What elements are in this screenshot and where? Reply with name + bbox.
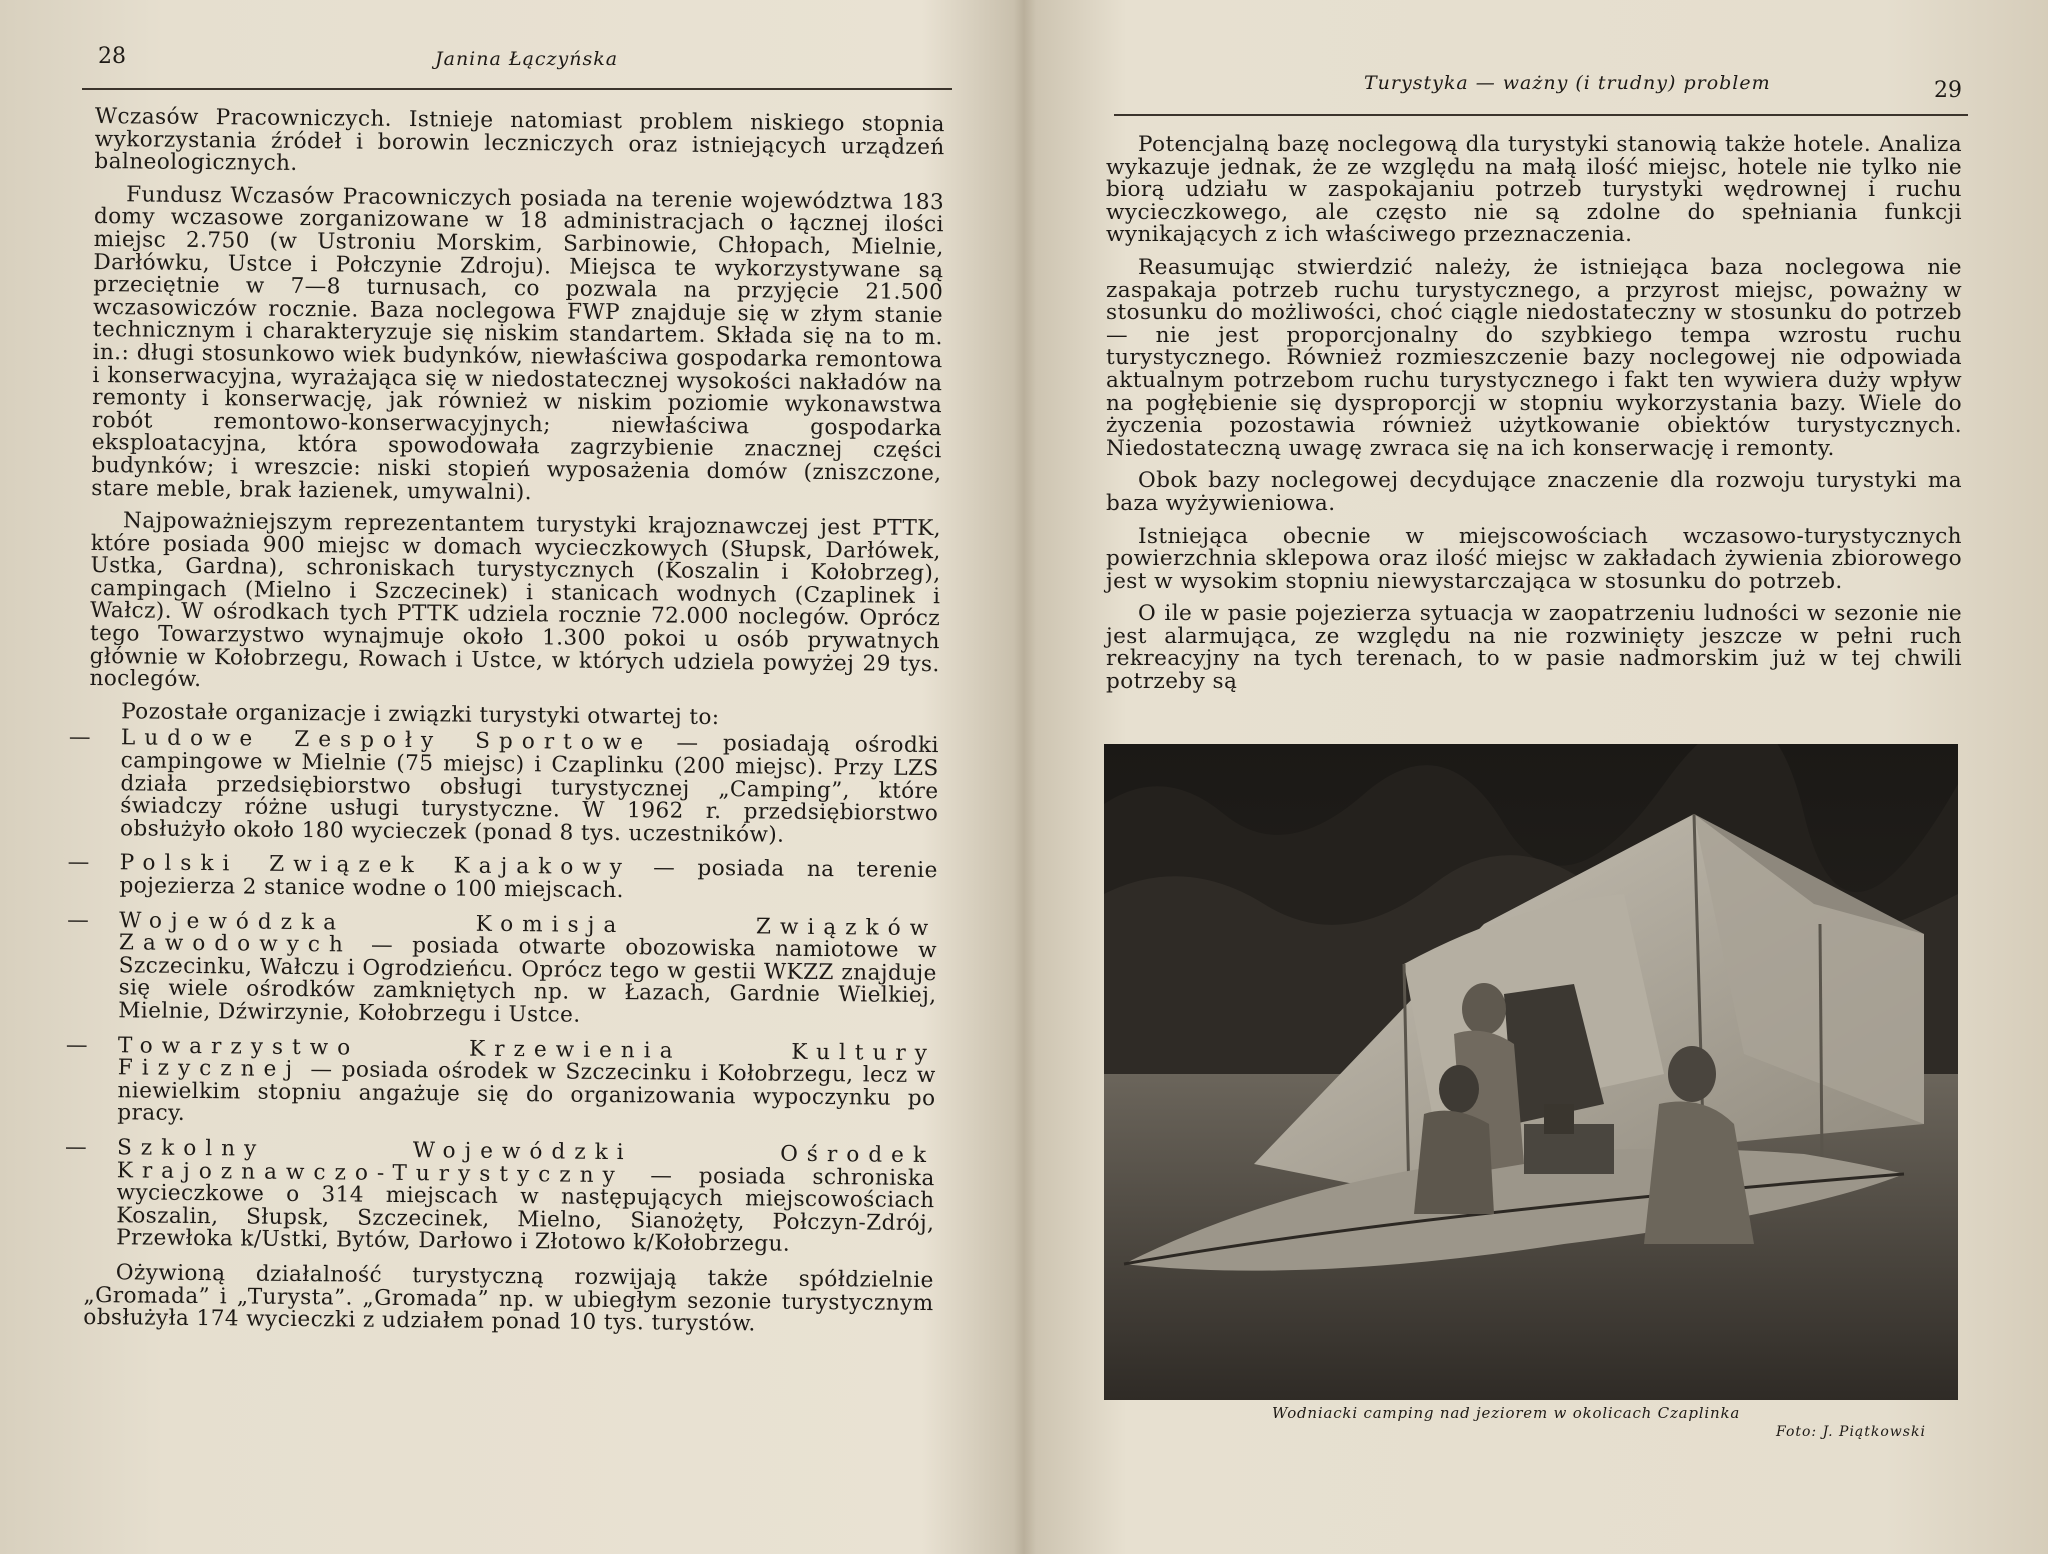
left-paragraph-3: Najpoważniejszym reprezentantem turystyki krajoznawczej jest PTTK, które posiada 900 miejsc w domach wycieczkowych (Słupsk, Darłówek, Ustka, Gardna), schroniskach turystycznych (Koszalin i Kołobrzeg), campingach (Mielno i Szczecinek) i stanicach wodnych (Czaplinek i Wałcz). W ośrodkach tych PTTK udziela rocznie 72.000 noclegów. Oprócz tego Towarzystwo wynajmuje około 1.300 pokoi u osób prywatnych głównie w Kołobrzegu, Rowach i Ustce, w których udziela powyżej 29 tys. noclegów.: [89, 508, 942, 693]
left-page-number: 28: [98, 44, 126, 69]
photo-credit: Foto: J. Piątkowski: [1776, 1424, 1926, 1440]
org-description: — posiada ośrodek w Szczecinku i Kołobrzegu, lecz w niewielkim stopniu angażuje się do organizowania wypoczynku po pracy.: [117, 1057, 936, 1127]
photo-caption: Wodniacki camping nad jeziorem w okolicach Czaplinka: [1272, 1404, 1741, 1422]
org-description: — posiadają ośrodki campingowe w Mielnie (75 miejsc) i Czaplinku (200 miejsc). Przy LZS działa przedsiębiorstwo obsługi turystycznej „Camping”, które świadczy różne usługi turystyczne. W 1962 r. przedsiębiorstwo obsłużyło około 180 wycieczek (ponad 8 tys. uczestników).: [119, 730, 940, 848]
left-paragraph-1: Wczasów Pracowniczych. Istnieje natomiast problem niskiego stopnia wykorzystania źródeł i borowin leczniczych oraz istniejących urządzeń balneologicznych.: [94, 104, 945, 177]
left-paragraph-5: Ożywioną działalność turystyczną rozwijają także spółdzielnie „Gromada” i „Turysta”. „Gromada” np. w ubiegłym sezonie turystycznym obsłużyła 174 wycieczki z udziałem ponad 10 tys. turystów.: [83, 1260, 934, 1337]
organizations-list: [84, 727, 939, 1258]
right-header-title: Turystyka — ważny (i trudny) problem: [1364, 72, 1771, 94]
left-header-author: Janina Łączyńska: [435, 48, 619, 70]
list-item: [86, 907, 938, 1031]
left-page: [0, 0, 1012, 1554]
right-paragraph-3: Obok bazy noclegowej decydujące znaczenie dla rozwoju turystyki ma baza wyżywieniowa.: [1106, 468, 1962, 516]
org-name: Ludowe Zespoły Sportowe: [120, 725, 653, 756]
org-name: Towarzystwo Krzewienia Kultury Fizycznej: [117, 1032, 937, 1083]
left-body-text: [83, 106, 945, 1348]
right-page-number: 29: [1934, 78, 1962, 103]
list-item: [84, 1137, 935, 1258]
list-item: [88, 727, 939, 848]
camping-photo-illustration: [1104, 744, 1958, 1400]
org-name: Polski Związek Kajakowy: [119, 850, 632, 881]
right-paragraph-4: Istniejąca obecnie w miejscowościach wczasowo-turystycznych powierzchnia sklepowa oraz ilość miejsc w zakładach żywienia zbiorowego jest w wysokim stopniu niewystarczająca w stosunku do potrzeb.: [1106, 523, 1962, 594]
left-paragraph-4: Pozostałe organizacje i związki turystyki otwartej to:: [121, 699, 720, 730]
camping-photo: [1104, 744, 1958, 1400]
left-running-head: [82, 38, 952, 90]
org-description: — posiada schroniska wycieczkowe o 314 miejscach w następujących miejscowościach Koszalin, Słupsk, Szczecinek, Mielno, Sianożęty, Połczyn-Zdrój, Przewłoka k/Ustki, Bytów, Darłowo i Złotowo k/Kołobrzegu.: [116, 1162, 935, 1258]
left-paragraph-2: Fundusz Wczasów Pracowniczych posiada na terenie województwa 183 domy wczasowe zorganizowane w 18 administracjach o łącznej ilości miejsc 2.750 (w Ustroniu Morskim, Sarbinowie, Chłopach, Mielnie, Darłówku, Ustce i Połczynie Zdroju). Miejsca te wykorzystywane są przeciętnie w 7—8 turnusach, co pozwala na przyjęcie 21.500 wczasowiczów rocznie. Baza noclegowa FWP znajduje się w złym stanie technicznym i charakteryzuje się niskim standartem. Składa się na to m. in.: długi stosunkowo wiek budynków, niewłaściwa gospodarka remontowa i konserwacyjna, wyrażająca się w niedostatecznej wysokości nakładów na remonty i konserwację, jak również w niskim poziomie wykonawstwa robót remontowo-konserwacyjnych; niewłaściwa gospodarka eksploatacyjna, która spowodowała zagrzybienie znacznej części budynków; i wreszcie: niski stopień wyposażenia domów (zniszczone, stare meble, brak łazienek, umywalni).: [91, 182, 945, 505]
right-running-head: [1114, 64, 1968, 116]
right-paragraph-1: Potencjalną bazę noclegową dla turystyki stanowią także hotele. Analiza wykazuje jednak, że ze względu na małą ilość miejsc, hotele nie tylko nie biorą udziału w zaspokajaniu potrzeb turystyki wędrownej i ruchu wycieczkowego, ale często nie są zdolne do spełniania funkcji wynikających z ich właściwego przeznaczenia.: [1106, 132, 1962, 248]
org-name: Szkolny Wojewódzki Ośrodek Krajoznawczo-Turystyczny: [116, 1135, 936, 1188]
right-paragraph-2: Reasumując stwierdzić należy, że istniejąca baza noclegowa nie zaspakaja potrzeb ruchu turystycznego, a przyrost miejsc, poważny w stosunku do możliwości, choć ciągle niedostateczny w stosunku do potrzeb — nie jest proporcjonalny do szybkiego tempa wzrostu ruchu turystycznego. Również rozmieszczenie bazy noclegowej nie odpowiada aktualnym potrzebom ruchu turystycznego i fakt ten wywiera duży wpływ na pogłębienie się dysproporcji w stopniu wykorzystania bazy. Wiele do życzenia pozostawia również użytkowanie obiektów turystycznych. Niedostateczną uwagę zwraca się na ich konserwację i remonty.: [1106, 254, 1962, 461]
org-description: — posiada na terenie pojezierza 2 stanice wodne o 100 miejscach.: [119, 855, 938, 904]
org-description: — posiada otwarte obozowiska namiotowe w Szczecinku, Wałczu i Ogrodzieńcu. Oprócz tego w gestii WKZZ znajduje się wiele ośrodków zamkniętych np. w Łazach, Gardnie Wielkiej, Mielnie, Dźwirzynie, Kołobrzegu i Ustce.: [118, 932, 938, 1028]
list-item: [87, 852, 937, 905]
list-item: [85, 1032, 937, 1134]
right-body-text: [1106, 134, 1962, 704]
right-paragraph-5: O ile w pasie pojezierza sytuacja w zaopatrzeniu ludności w sezonie nie jest alarmująca, ze względu na nie rozwinięty jeszcze w pełni ruch rekreacyjny na tych terenach, to w pasie nadmorskim już w tej chwili potrzeby są: [1106, 601, 1962, 695]
org-name: Wojewódzka Komisja Związków Zawodowych: [118, 907, 938, 958]
